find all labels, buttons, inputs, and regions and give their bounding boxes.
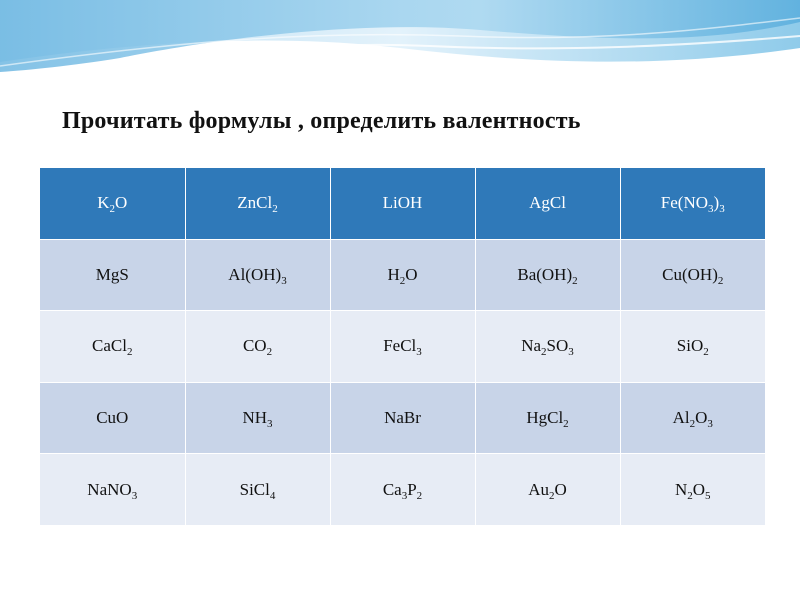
formula-text: LiOH xyxy=(382,193,423,213)
formula-text: ) xyxy=(713,193,720,213)
formula-text: NaBr xyxy=(384,408,421,428)
formula-subscript: 3 xyxy=(267,418,273,431)
formula-cell xyxy=(620,239,765,311)
formula-subscript: 3 xyxy=(131,489,138,502)
formula-subscript: 2 xyxy=(572,274,578,287)
formula-cell xyxy=(185,454,330,526)
formula-subscript: 2 xyxy=(549,489,555,502)
formula-cell xyxy=(475,239,620,311)
formula-text: Na xyxy=(521,336,542,356)
formula-cell xyxy=(475,454,620,526)
formula-subscript: 3 xyxy=(281,274,287,287)
formula-cell xyxy=(330,382,475,454)
table-row xyxy=(40,454,765,526)
formula-text: Au xyxy=(528,479,549,499)
formula-subscript: 3 xyxy=(401,489,408,502)
formula-subscript: 2 xyxy=(126,346,133,359)
formula-text: HgCl xyxy=(526,408,564,428)
formula-text: NH xyxy=(242,408,268,428)
formula-text: CuO xyxy=(96,408,129,428)
formula-cell xyxy=(40,454,185,526)
formula-text: ZnCl xyxy=(237,193,273,213)
formula-text: H xyxy=(387,264,400,284)
formula-text: SiO xyxy=(676,336,704,356)
formula-text: AgCl xyxy=(529,193,566,213)
table-row xyxy=(40,311,765,383)
formula-text: SO xyxy=(546,336,569,356)
formula-cell xyxy=(330,311,475,383)
formula-cell xyxy=(620,311,765,383)
formula-text: Cu(OH) xyxy=(662,264,718,284)
formula-cell xyxy=(620,168,765,239)
formula-cell xyxy=(330,239,475,311)
table-header-row xyxy=(40,168,765,239)
formula-text: FeCl xyxy=(383,336,417,356)
formula-subscript: 4 xyxy=(269,489,276,502)
formula-subscript: 3 xyxy=(707,418,713,431)
formula-text: MgS xyxy=(95,264,129,284)
formula-subscript: 2 xyxy=(703,346,709,359)
formula-cell xyxy=(330,168,475,239)
formula-subscript: 2 xyxy=(687,489,693,502)
formula-text: NaNO xyxy=(87,479,132,499)
formula-cell xyxy=(40,311,185,383)
formula-text: Ca xyxy=(382,479,402,499)
formula-cell xyxy=(620,382,765,454)
formula-text: O xyxy=(554,479,567,499)
formula-subscript: 3 xyxy=(416,346,422,359)
formula-cell xyxy=(40,382,185,454)
formula-cell xyxy=(185,382,330,454)
formula-text: SiCl xyxy=(239,479,270,499)
formula-text: Al xyxy=(672,408,690,428)
formula-subscript: 2 xyxy=(689,418,696,431)
formula-subscript: 2 xyxy=(563,418,569,431)
formula-cell xyxy=(40,168,185,239)
formula-subscript: 2 xyxy=(109,203,115,216)
formula-text: CO xyxy=(242,336,267,356)
formula-text: O xyxy=(115,193,128,213)
table-row xyxy=(40,382,765,454)
formula-text: O xyxy=(692,479,706,499)
formula-text: Ba(OH) xyxy=(517,264,573,284)
formula-subscript: 3 xyxy=(568,346,574,359)
formula-text: Al(OH) xyxy=(228,264,282,284)
formula-subscript: 2 xyxy=(541,346,547,359)
formula-text: N xyxy=(674,479,688,499)
formula-cell xyxy=(475,311,620,383)
formula-subscript: 2 xyxy=(266,346,273,359)
formula-text: K xyxy=(97,193,110,213)
formula-subscript: 3 xyxy=(719,203,725,216)
formula-cell xyxy=(620,454,765,526)
formula-text: O xyxy=(405,264,418,284)
formula-subscript: 2 xyxy=(416,489,423,502)
formula-text: CaCl xyxy=(92,336,127,356)
formula-subscript: 2 xyxy=(399,274,406,287)
formula-cell xyxy=(475,168,620,239)
formula-subscript: 2 xyxy=(717,274,724,287)
formula-cell xyxy=(185,311,330,383)
formula-cell xyxy=(475,382,620,454)
formula-cell xyxy=(330,454,475,526)
formula-cell xyxy=(185,168,330,239)
formula-cell xyxy=(185,239,330,311)
page-title: Прочитать формулы , определить валентность xyxy=(62,108,581,134)
formula-text: P xyxy=(407,479,417,499)
table-row xyxy=(40,239,765,311)
decorative-wave-banner xyxy=(0,0,800,100)
formula-cell xyxy=(40,239,185,311)
formula-text: O xyxy=(695,408,708,428)
formulas-table-body xyxy=(40,168,765,526)
formulas-table xyxy=(40,168,765,526)
formula-subscript: 3 xyxy=(708,203,714,216)
formula-subscript: 5 xyxy=(705,489,711,502)
formula-subscript: 2 xyxy=(272,203,278,216)
formula-text: Fe(NO xyxy=(660,193,709,213)
